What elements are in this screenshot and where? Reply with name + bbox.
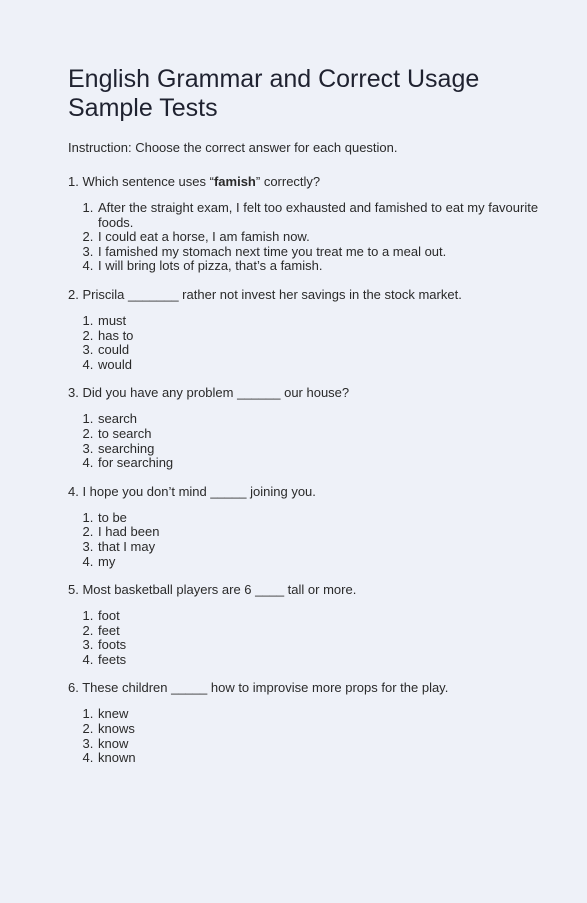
title-line-1: English Grammar and Correct Usage — [68, 65, 480, 93]
answer-option: 3. could — [97, 343, 557, 358]
answer-option: 3. foots — [97, 638, 557, 653]
question-4-answers — [68, 511, 557, 569]
question-5-answers — [68, 609, 557, 667]
answer-option: 1. knew — [97, 707, 557, 722]
answer-option: 4. feets — [97, 653, 557, 668]
answer-option: 2. feet — [97, 624, 557, 639]
question-6: 6. These children _____ how to improvise more props for the play. — [68, 680, 449, 696]
question-2: 2. Priscila _______ rather not invest her savings in the stock market. — [68, 286, 462, 302]
question-4: 4. I hope you don’t mind _____ joining you. — [68, 483, 316, 499]
answer-option: 1. After the straight exam, I felt too exhausted and famished to eat my favourite foods. — [97, 201, 557, 230]
answer-option: 2. has to — [97, 329, 557, 344]
question-1-keyword: famish — [213, 174, 256, 189]
answer-option: 2. knows — [97, 722, 557, 737]
question-5: 5. Most basketball players are 6 ____ tall or more. — [68, 582, 357, 598]
answer-option: 4. my — [97, 555, 557, 570]
answer-option: 4. for searching — [97, 456, 557, 471]
answer-option: 1. to be — [97, 511, 557, 526]
answer-option: 3. searching — [97, 442, 557, 457]
answer-option: 3. I famished my stomach next time you treat me to a meal out. — [97, 245, 557, 260]
title-line-2: Sample Tests — [68, 94, 218, 122]
document-title — [68, 65, 557, 123]
question-3-answers — [68, 412, 557, 470]
answer-option: 4. known — [97, 751, 557, 766]
answer-option: 1. search — [97, 412, 557, 427]
answer-option: 4. I will bring lots of pizza, that’s a famish. — [97, 259, 557, 274]
question-1-answers — [68, 201, 557, 274]
question-1 — [68, 174, 557, 189]
answer-option: 3. that I may — [97, 540, 557, 555]
question-2-answers — [68, 314, 557, 372]
question-1-text-after: ” correctly? — [255, 174, 321, 189]
answer-option: 2. to search — [97, 427, 557, 442]
instruction-text: Instruction: Choose the correct answer for each question. — [68, 140, 398, 155]
answer-option: 2. I could eat a horse, I am famish now. — [97, 230, 557, 245]
question-3: 3. Did you have any problem ______ our house? — [68, 385, 350, 401]
question-6-answers — [68, 707, 557, 765]
question-1-text-before: 1. Which sentence uses “ — [68, 174, 214, 189]
answer-option: 3. know — [97, 737, 557, 752]
answer-option: 1. foot — [97, 609, 557, 624]
answer-option: 1. must — [97, 314, 557, 329]
answer-option: 2. I had been — [97, 525, 557, 540]
answer-option: 4. would — [97, 358, 557, 373]
